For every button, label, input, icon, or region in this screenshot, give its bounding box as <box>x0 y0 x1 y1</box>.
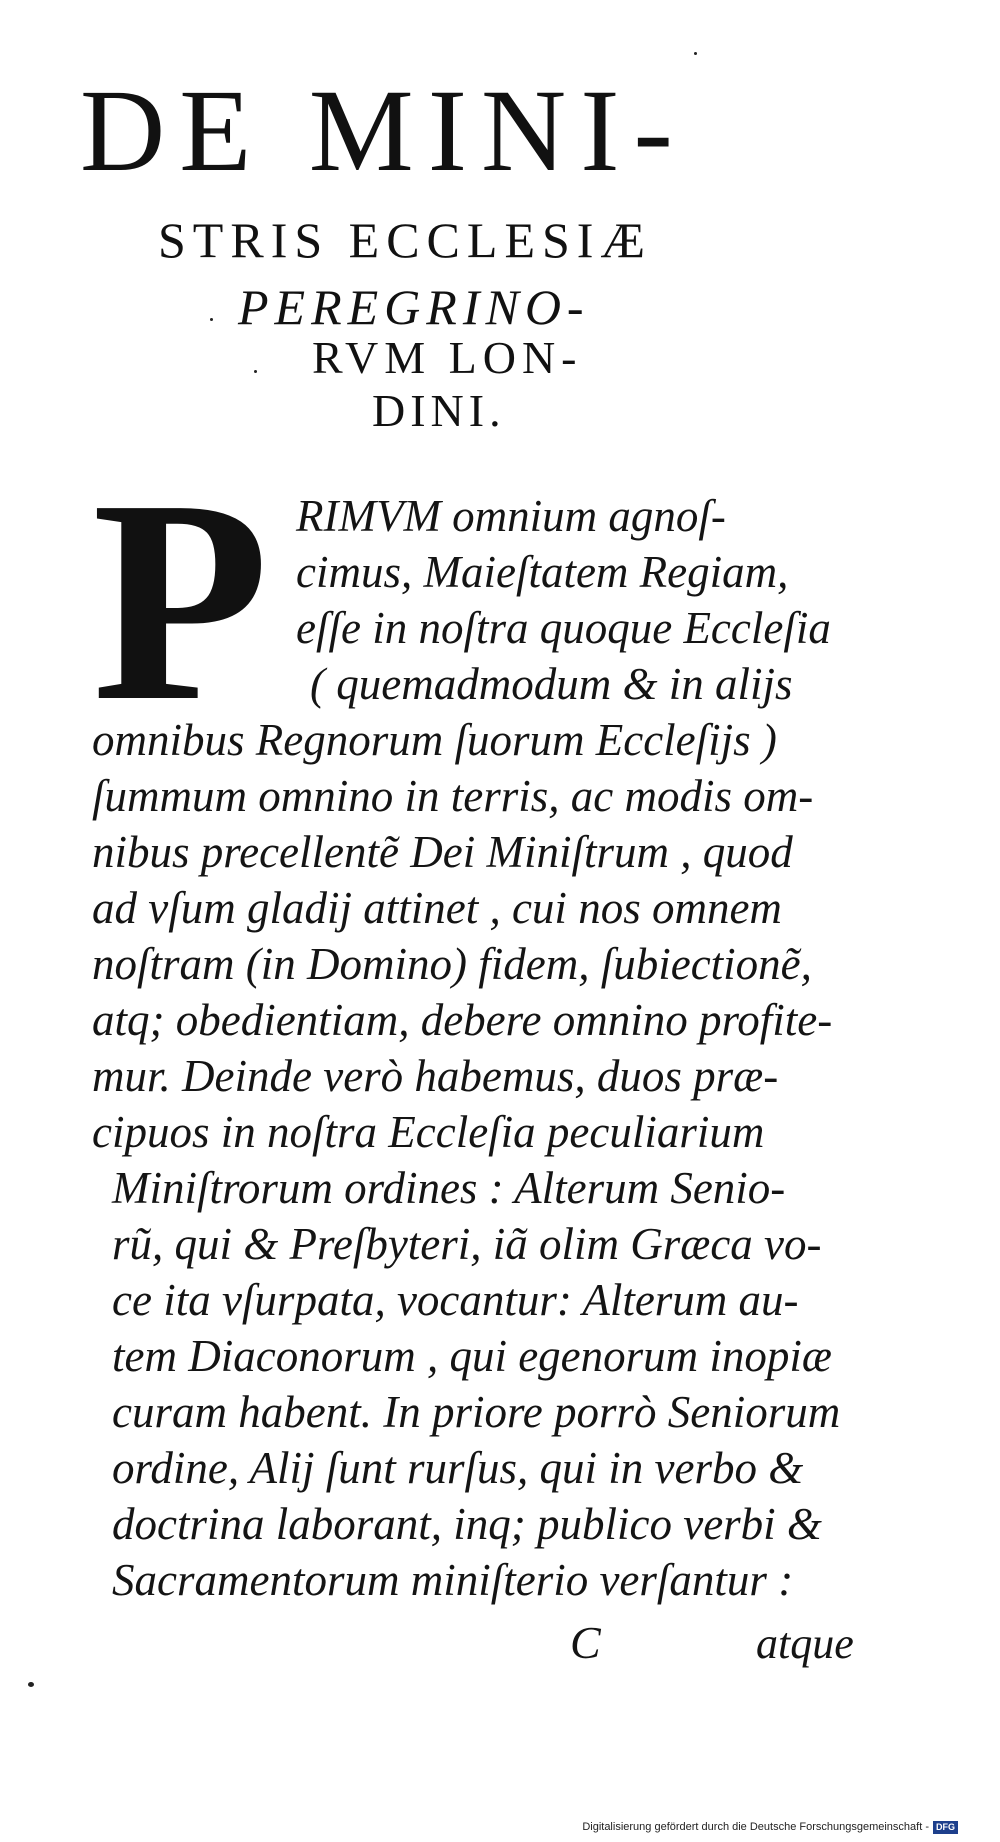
body-line: omnibus Regnorum ſuorum Eccleſijs ) <box>92 715 777 765</box>
drop-cap-letter: P <box>92 440 270 761</box>
body-line: atq; obedientiam, debere omnino profite- <box>92 995 833 1045</box>
body-line: ſummum omnino in terris, ac modis om- <box>92 771 814 821</box>
body-line: eſſe in noſtra quoque Eccleſia <box>296 603 831 653</box>
body-line: Miniſtrorum ordines : Alterum Senio- <box>112 1163 786 1213</box>
body-line: mur. Deinde verò habemus, duos præ- <box>92 1051 779 1101</box>
body-line: RIMVM omnium agnoſ- <box>296 491 726 541</box>
body-line: nibus precellentẽ Dei Miniſtrum , quod <box>92 827 793 877</box>
drop-cap-ornament <box>92 440 282 761</box>
body-line: noſtram (in Domino) fidem, ſubiectionẽ, <box>92 939 812 989</box>
body-line: rũ, qui & Preſbyteri, iã olim Græca vo- <box>112 1219 822 1269</box>
title-line-3: PEREGRINO- <box>238 279 590 335</box>
page-title: DE MINI- <box>80 65 687 196</box>
body-line: tem Diaconorum , qui egenorum inopiæ <box>112 1331 832 1381</box>
scan-speck <box>28 1682 34 1687</box>
body-line: cipuos in noſtra Eccleſia peculiarium <box>92 1107 765 1157</box>
body-line: curam habent. In priore porrò Seniorum <box>112 1387 841 1437</box>
body-line: doctrina laborant, inq; publico verbi & <box>112 1499 822 1549</box>
signature-mark: C <box>570 1617 601 1668</box>
catchword: atque <box>756 1619 854 1668</box>
body-line: ce ita vſurpata, vocantur: Alterum au- <box>112 1275 799 1325</box>
title-line-5: DINI. <box>372 385 506 436</box>
title-line-4: RVM LON- <box>312 332 583 383</box>
body-line: ( quemadmodum & in alijs <box>310 659 793 709</box>
scan-speck <box>694 52 697 55</box>
digitization-credit <box>582 1818 958 1836</box>
title-line-2: STRIS ECCLESIÆ <box>158 212 652 268</box>
body-line: ad vſum gladij attinet , cui nos omnem <box>92 883 782 933</box>
scan-speck <box>210 318 213 321</box>
scan-speck <box>254 370 257 373</box>
body-line: Sacramentorum miniſterio verſantur : <box>112 1555 794 1605</box>
body-line: ordine, Alij ſunt rurſus, qui in verbo & <box>112 1443 804 1493</box>
dfg-logo-icon: DFG <box>933 1821 958 1834</box>
credit-text: Digitalisierung gefördert durch die Deutsche Forschungsgemeinschaft - <box>582 1821 929 1833</box>
body-line: cimus, Maieſtatem Regiam, <box>296 547 789 597</box>
